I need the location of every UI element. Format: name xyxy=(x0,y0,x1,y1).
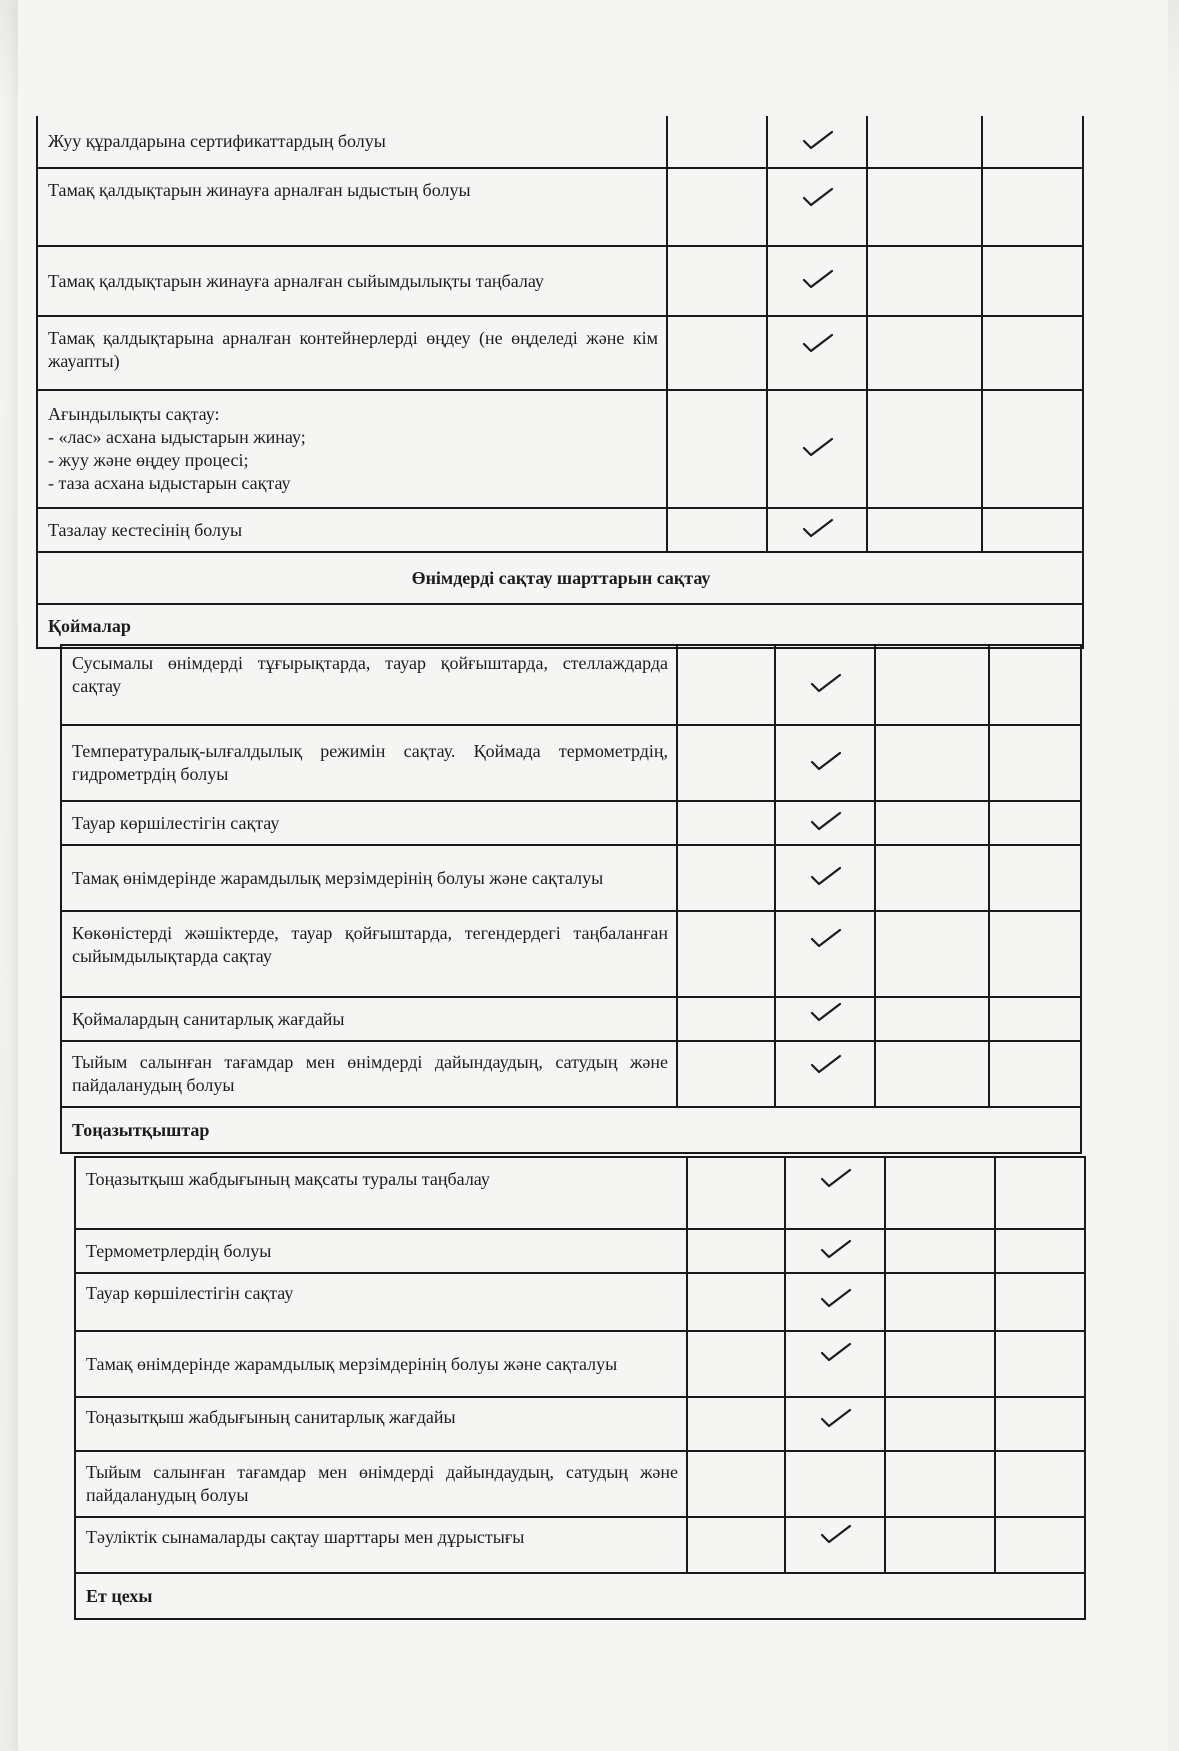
row-description: Тыйым салынған тағамдар мен өнімдерді дайындаудың, сатудың және пайдаланудың болуы xyxy=(61,1041,677,1107)
table-row xyxy=(75,1451,1085,1517)
row-description: Тоңазытқыш жабдығының санитарлық жағдайы xyxy=(75,1397,687,1451)
checkmark-icon xyxy=(809,1000,843,1022)
row-description: Қоймалардың санитарлық жағдайы xyxy=(61,997,677,1041)
row-description: Тамақ өнімдерінде жарамдылық мерзімдерінің болуы және сақталуы xyxy=(75,1331,687,1397)
mark-cell-1[interactable] xyxy=(677,1041,775,1107)
table-row xyxy=(37,316,1083,390)
table-row xyxy=(61,801,1081,845)
table-row xyxy=(37,508,1083,552)
table-row xyxy=(75,1229,1085,1273)
mark-cell-4[interactable] xyxy=(995,1517,1085,1573)
mark-cell-1[interactable] xyxy=(667,508,767,552)
checkmark-icon xyxy=(819,1166,853,1188)
mark-cell-2[interactable] xyxy=(785,1229,885,1273)
table-row xyxy=(37,390,1083,508)
table-row xyxy=(75,1157,1085,1229)
mark-cell-1[interactable] xyxy=(677,911,775,997)
mark-cell-3[interactable] xyxy=(867,116,982,168)
row-description: Тоңазытқыш жабдығының мақсаты туралы таңбалау xyxy=(75,1157,687,1229)
mark-cell-1[interactable] xyxy=(687,1451,785,1517)
mark-cell-2[interactable] xyxy=(767,508,867,552)
mark-cell-1[interactable] xyxy=(677,801,775,845)
mark-cell-3[interactable] xyxy=(867,390,982,508)
table-row xyxy=(75,1397,1085,1451)
mark-cell-2[interactable] xyxy=(785,1451,885,1517)
mark-cell-1[interactable] xyxy=(687,1157,785,1229)
mark-cell-4[interactable] xyxy=(989,645,1081,725)
row-description: Температуралық-ылғалдылық режимін сақтау. Қоймада термометрдің, гидрометрдің болуы xyxy=(61,725,677,801)
mark-cell-2[interactable] xyxy=(785,1331,885,1397)
mark-cell-4[interactable] xyxy=(982,508,1083,552)
table-row xyxy=(61,645,1081,725)
table-row xyxy=(61,997,1081,1041)
checkmark-icon xyxy=(801,128,835,150)
row-description xyxy=(37,390,667,508)
mark-cell-3[interactable] xyxy=(867,508,982,552)
mark-cell-4[interactable] xyxy=(989,1041,1081,1107)
checkmark-icon xyxy=(819,1286,853,1308)
table-row xyxy=(37,116,1083,168)
mark-cell-3[interactable] xyxy=(875,725,989,801)
mark-cell-4[interactable] xyxy=(982,168,1083,246)
mark-cell-4[interactable] xyxy=(989,725,1081,801)
mark-cell-3[interactable] xyxy=(875,645,989,725)
row-line: Ағындылықты сақтау: xyxy=(48,404,220,424)
mark-cell-3[interactable] xyxy=(885,1229,995,1273)
mark-cell-4[interactable] xyxy=(982,316,1083,390)
mark-cell-4[interactable] xyxy=(982,246,1083,316)
section-heading: Өнімдерді сақтау шарттарын сақтау xyxy=(37,552,1083,604)
row-description: Сусымалы өнімдерді тұғырықтарда, тауар қойғыштарда, стеллаждарда сақтау xyxy=(61,645,677,725)
mark-cell-4[interactable] xyxy=(982,116,1083,168)
mark-cell-3[interactable] xyxy=(885,1157,995,1229)
row-description: Тамақ қалдықтарына арналған контейнерлерді өңдеу (не өңделеді және кім жауапты) xyxy=(37,316,667,390)
mark-cell-1[interactable] xyxy=(687,1517,785,1573)
mark-cell-2[interactable] xyxy=(775,801,875,845)
mark-cell-2[interactable] xyxy=(767,168,867,246)
row-description: Көкөністерді жәшіктерде, тауар қойғыштарда, тегендердегі таңбаланған сыйымдылықтарда сақтау xyxy=(61,911,677,997)
checkmark-icon xyxy=(809,749,843,771)
row-description: Тауар көршілестігін сақтау xyxy=(61,801,677,845)
mark-cell-3[interactable] xyxy=(867,246,982,316)
row-line: - «лас» асхана ыдыстарын жинау; xyxy=(48,427,306,447)
mark-cell-3[interactable] xyxy=(875,1041,989,1107)
mark-cell-2[interactable] xyxy=(775,1041,875,1107)
mark-cell-2[interactable] xyxy=(785,1273,885,1331)
checkmark-icon xyxy=(819,1522,853,1544)
checkmark-icon xyxy=(809,926,843,948)
row-description: Тазалау кестесінің болуы xyxy=(37,508,667,552)
mark-cell-3[interactable] xyxy=(867,316,982,390)
table-row xyxy=(37,168,1083,246)
row-description: Термометрлердің болуы xyxy=(75,1229,687,1273)
table-row xyxy=(75,1331,1085,1397)
mark-cell-4[interactable] xyxy=(989,801,1081,845)
mark-cell-3[interactable] xyxy=(875,997,989,1041)
mark-cell-2[interactable] xyxy=(767,390,867,508)
mark-cell-1[interactable] xyxy=(687,1273,785,1331)
row-description: Тамақ өнімдерінде жарамдылық мерзімдерінің болуы және сақталуы xyxy=(61,845,677,911)
row-description: Жуу құралдарына сертификаттардың болуы xyxy=(37,116,667,168)
mark-cell-2[interactable] xyxy=(767,316,867,390)
mark-cell-3[interactable] xyxy=(885,1397,995,1451)
mark-cell-3[interactable] xyxy=(885,1331,995,1397)
table-row xyxy=(61,1041,1081,1107)
mark-cell-2[interactable] xyxy=(775,911,875,997)
checkmark-icon xyxy=(809,864,843,886)
mark-cell-2[interactable] xyxy=(775,997,875,1041)
checkmark-icon xyxy=(801,516,835,538)
checkmark-icon xyxy=(819,1340,853,1362)
mark-cell-1[interactable] xyxy=(677,725,775,801)
subsection-row xyxy=(37,604,1083,648)
mark-cell-1[interactable] xyxy=(667,246,767,316)
row-description: Тәуліктік сынамаларды сақтау шарттары мен дұрыстығы xyxy=(75,1517,687,1573)
checkmark-icon xyxy=(801,185,835,207)
mark-cell-1[interactable] xyxy=(677,845,775,911)
mark-cell-1[interactable] xyxy=(677,645,775,725)
checkmark-icon xyxy=(819,1237,853,1259)
checklist-table-sanitation xyxy=(36,116,1084,649)
section-heading-row xyxy=(37,552,1083,604)
table-row xyxy=(61,911,1081,997)
subsection-heading: Қоймалар xyxy=(37,604,1083,648)
table-row xyxy=(61,725,1081,801)
mark-cell-3[interactable] xyxy=(875,911,989,997)
mark-cell-4[interactable] xyxy=(989,845,1081,911)
checkmark-icon xyxy=(801,435,835,457)
checkmark-icon xyxy=(801,331,835,353)
row-line: - жуу және өңдеу процесі; xyxy=(48,450,249,470)
mark-cell-1[interactable] xyxy=(667,168,767,246)
table-row xyxy=(61,845,1081,911)
mark-cell-4[interactable] xyxy=(995,1451,1085,1517)
mark-cell-2[interactable] xyxy=(775,725,875,801)
checkmark-icon xyxy=(809,671,843,693)
table-row xyxy=(75,1273,1085,1331)
row-description: Тамақ қалдықтарын жинауға арналған сыйымдылықты таңбалау xyxy=(37,246,667,316)
mark-cell-4[interactable] xyxy=(989,911,1081,997)
row-description: Тауар көршілестігін сақтау xyxy=(75,1273,687,1331)
mark-cell-1[interactable] xyxy=(667,316,767,390)
mark-cell-3[interactable] xyxy=(867,168,982,246)
mark-cell-3[interactable] xyxy=(875,801,989,845)
mark-cell-4[interactable] xyxy=(995,1273,1085,1331)
subsection-row xyxy=(75,1573,1085,1619)
mark-cell-1[interactable] xyxy=(667,390,767,508)
row-description: Тыйым салынған тағамдар мен өнімдерді дайындаудың, сатудың және пайдаланудың болуы xyxy=(75,1451,687,1517)
mark-cell-1[interactable] xyxy=(687,1229,785,1273)
subsection-row xyxy=(61,1107,1081,1153)
subsection-heading: Тоңазытқыштар xyxy=(61,1107,1081,1153)
table-row xyxy=(37,246,1083,316)
mark-cell-2[interactable] xyxy=(775,645,875,725)
mark-cell-4[interactable] xyxy=(995,1397,1085,1451)
mark-cell-2[interactable] xyxy=(785,1517,885,1573)
checklist-table-fridges xyxy=(74,1156,1086,1620)
checkmark-icon xyxy=(809,809,843,831)
mark-cell-2[interactable] xyxy=(785,1397,885,1451)
mark-cell-2[interactable] xyxy=(767,246,867,316)
mark-cell-4[interactable] xyxy=(995,1157,1085,1229)
checkmark-icon xyxy=(801,267,835,289)
checkmark-icon xyxy=(819,1406,853,1428)
checkmark-icon xyxy=(809,1052,843,1074)
mark-cell-4[interactable] xyxy=(989,997,1081,1041)
mark-cell-3[interactable] xyxy=(875,845,989,911)
mark-cell-4[interactable] xyxy=(995,1331,1085,1397)
mark-cell-2[interactable] xyxy=(767,116,867,168)
mark-cell-2[interactable] xyxy=(785,1157,885,1229)
mark-cell-3[interactable] xyxy=(885,1273,995,1331)
mark-cell-3[interactable] xyxy=(885,1451,995,1517)
subsection-heading: Ет цехы xyxy=(75,1573,1085,1619)
mark-cell-1[interactable] xyxy=(677,997,775,1041)
mark-cell-4[interactable] xyxy=(982,390,1083,508)
mark-cell-1[interactable] xyxy=(667,116,767,168)
table-row xyxy=(75,1517,1085,1573)
mark-cell-3[interactable] xyxy=(885,1517,995,1573)
row-line: - таза асхана ыдыстарын сақтау xyxy=(48,473,291,493)
mark-cell-4[interactable] xyxy=(995,1229,1085,1273)
checklist-table-warehouses xyxy=(60,644,1082,1154)
mark-cell-1[interactable] xyxy=(687,1331,785,1397)
mark-cell-2[interactable] xyxy=(775,845,875,911)
mark-cell-1[interactable] xyxy=(687,1397,785,1451)
row-description: Тамақ қалдықтарын жинауға арналған ыдыстың болуы xyxy=(37,168,667,246)
